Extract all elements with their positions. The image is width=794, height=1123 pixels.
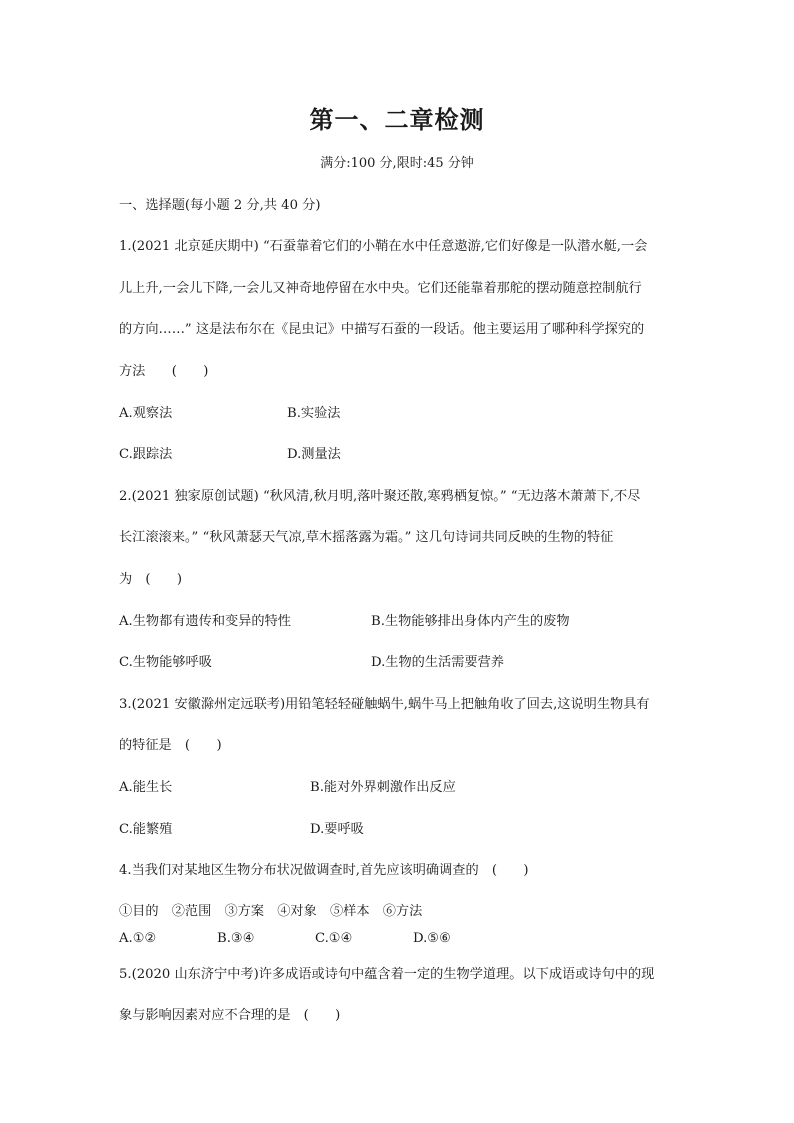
question-2-option-d: D.生物的生活需要营养 [371, 655, 504, 670]
question-2-option-c: C.生物能够呼吸 [119, 655, 212, 670]
question-5-line-2: 象与影响因素对应不合理的是 ( ) [119, 1008, 341, 1023]
question-1-line-4: 方法 ( ) [119, 364, 209, 379]
question-3-option-b: B.能对外界刺激作出反应 [310, 780, 456, 795]
question-4-option-b: B.③④ [217, 931, 255, 946]
exam-info: 满分:100 分,限时:45 分钟 [320, 156, 474, 171]
question-4-option-c: C.①④ [315, 931, 353, 946]
question-1-option-c: C.跟踪法 [119, 447, 173, 462]
question-1-line-3: 的方向……” 这是法布尔在《昆虫记》中描写石蚕的一段话。他主要运用了哪种科学探究的 [119, 322, 645, 337]
question-1-option-d: D.测量法 [287, 447, 341, 462]
question-4-option-d: D.⑤⑥ [413, 931, 451, 946]
question-3-line-2: 的特征是 ( ) [119, 738, 222, 753]
question-2-option-b: B.生物能够排出身体内产生的废物 [371, 614, 570, 629]
question-3-line-1: 3.(2021 安徽滁州定远联考)用铅笔轻轻碰触蜗牛,蜗牛马上把触角收了回去,这说明生物具有 [119, 697, 650, 712]
question-1-option-b: B.实验法 [287, 406, 341, 421]
page-title: 第一、二章检测 [309, 106, 485, 134]
question-5-line-1: 5.(2020 山东济宁中考)许多成语或诗句中蕴含着一定的生物学道理。以下成语或诗句中的现 [119, 967, 655, 982]
question-2-option-a: A.生物都有遗传和变异的特性 [119, 614, 291, 629]
question-1-line-2: 儿上升,一会儿下降,一会儿又神奇地停留在水中央。它们还能靠着那舵的摆动随意控制航行 [119, 281, 642, 296]
question-2-line-1: 2.(2021 独家原创试题) “秋风清,秋月明,落叶聚还散,寒鸦栖复惊。” “无边落木萧萧下,不尽 [119, 489, 641, 504]
question-4-option-a: A.①② [119, 931, 157, 946]
question-2-line-3: 为 ( ) [119, 572, 183, 587]
question-3-option-c: C.能繁殖 [119, 822, 173, 837]
question-1-option-a: A.观察法 [119, 406, 173, 421]
question-1-line-1: 1.(2021 北京延庆期中) “石蚕靠着它们的小鞘在水中任意遨游,它们好像是一队潜水艇,一会 [119, 239, 648, 254]
question-4-line-2: ①目的 ②范围 ③方案 ④对象 ⑤样本 ⑥方法 [119, 904, 423, 919]
question-3-option-a: A.能生长 [119, 780, 173, 795]
question-3-option-d: D.要呼吸 [310, 822, 364, 837]
question-2-line-2: 长江滚滚来。” “秋风萧瑟天气凉,草木摇落露为霜。” 这几句诗词共同反映的生物的特征 [119, 530, 614, 545]
question-4-line-1: 4.当我们对某地区生物分布状况做调查时,首先应该明确调查的 ( ) [119, 863, 529, 878]
section-heading: 一、选择题(每小题 2 分,共 40 分) [119, 198, 321, 213]
